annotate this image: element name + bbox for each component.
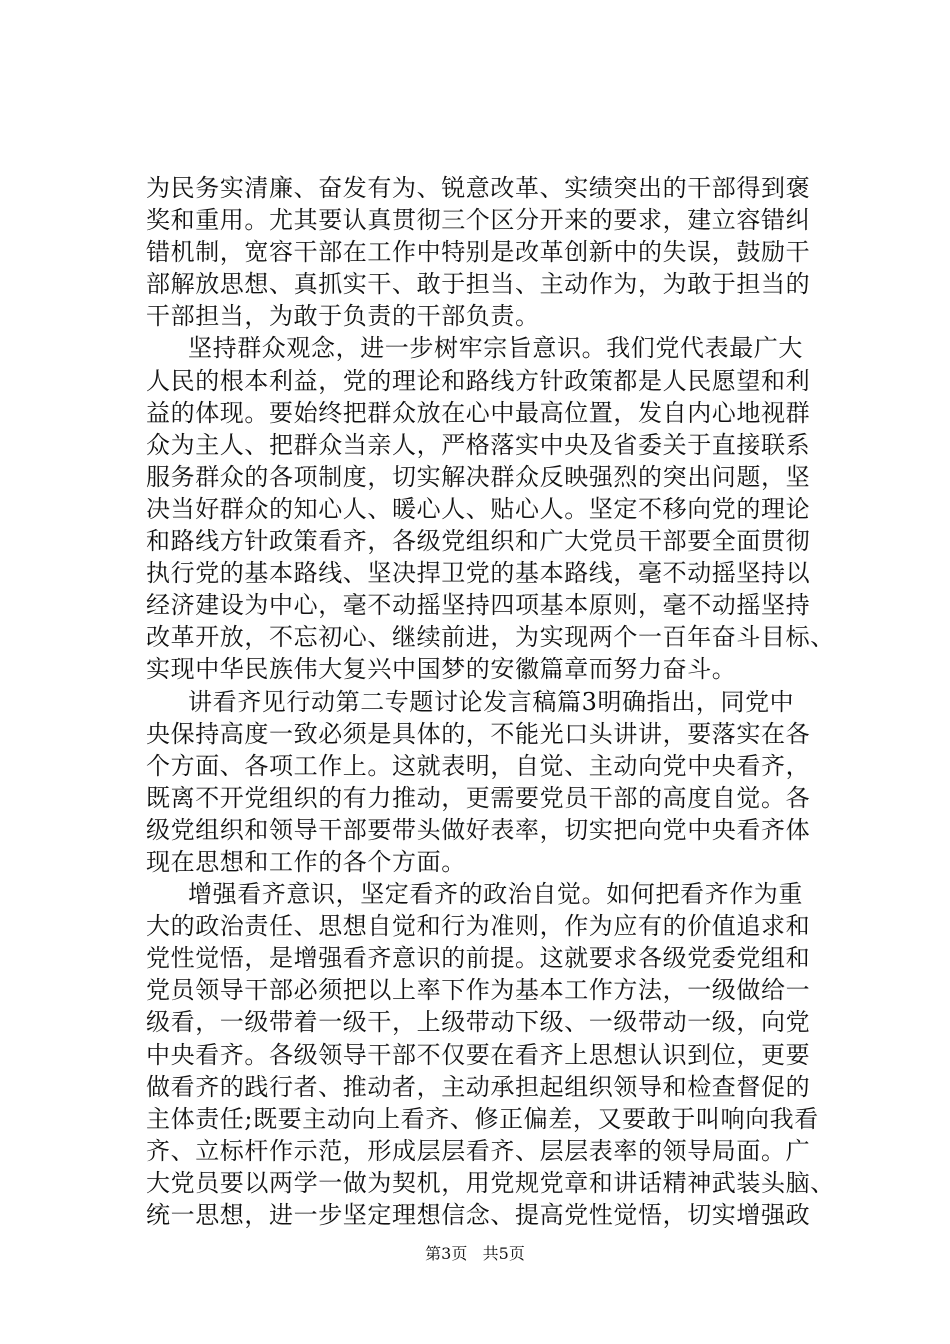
text-line: 众为主人、把群众当亲人，严格落实中央及省委关于直接联系 [146,430,811,459]
text-line: 改革开放，不忘初心、继续前进，为实现两个一百年奋斗目标、 [146,623,835,652]
text-line: 人民的根本利益，党的理论和路线方针政策都是人民愿望和利 [146,366,811,395]
text-line: 益的体现。要始终把群众放在心中最高位置，发自内心地视群 [146,398,811,427]
text-line: 主体责任;既要主动向上看齐、修正偏差，又要敢于叫响向我看 [146,1104,819,1133]
total-pages: 共5页 [482,1244,525,1263]
text-line: 党性觉悟，是增强看齐意识的前提。这就要求各级党委党组和 [146,944,811,973]
paragraph-start-line: 讲看齐见行动第二专题讨论发言稿篇3明确指出，同党中 [188,687,795,716]
text-line: 奖和重用。尤其要认真贯彻三个区分开来的要求，建立容错纠 [146,206,811,235]
text-line: 大的政治责任、思想自觉和行为准则，作为应有的价值追求和 [146,912,811,941]
page-separator [472,1244,477,1263]
text-line: 个方面、各项工作上。这就表明，自觉、主动向党中央看齐， [146,751,811,780]
text-line: 和路线方针政策看齐，各级党组织和广大党员干部要全面贯彻 [146,527,811,556]
text-line: 央保持高度一致必须是具体的，不能光口头讲讲，要落实在各 [146,719,811,748]
document-body [146,172,835,1231]
text-line: 统一思想，进一步坚定理想信念、提高党性觉悟，切实增强政 [146,1201,811,1229]
text-line: 党员领导干部必须把以上率下作为基本工作方法，一级做给一 [146,976,811,1005]
text-line: 级党组织和领导干部要带头做好表率，切实把向党中央看齐体 [146,815,811,844]
text-line: 执行党的基本路线、坚决捍卫党的基本路线，毫不动摇坚持以 [146,559,811,588]
paragraph-start-line: 坚持群众观念，进一步树牢宗旨意识。我们党代表最广大 [188,334,803,363]
text-line: 干部担当，为敢于负责的干部负责。 [146,302,540,331]
text-line: 服务群众的各项制度，切实解决群众反映强烈的突出问题，坚 [146,462,811,491]
paragraph-start-line: 增强看齐意识，坚定看齐的政治自觉。如何把看齐作为重 [188,880,803,909]
text-line: 中央看齐。各级领导干部不仅要在看齐上思想认识到位，更要 [146,1040,811,1069]
text-line: 经济建设为中心，毫不动摇坚持四项基本原则，毫不动摇坚持 [146,591,811,620]
text-line: 决当好群众的知心人、暖心人、贴心人。坚定不移向党的理论 [146,494,811,523]
text-line: 大党员要以两学一做为契机，用党规党章和讲话精神武装头脑、 [146,1168,835,1197]
text-line: 实现中华民族伟大复兴中国梦的安徽篇章而努力奋斗。 [146,655,737,684]
page-number: 第3页 [425,1244,468,1263]
text-line: 做看齐的践行者、推动者，主动承担起组织领导和检查督促的 [146,1072,811,1101]
text-line: 既离不开党组织的有力推动，更需要党员干部的高度自觉。各 [146,783,811,812]
text-line: 现在思想和工作的各个方面。 [146,847,466,876]
text-line: 齐、立标杆作示范，形成层层看齐、层层表率的领导局面。广 [146,1136,811,1165]
text-line: 为民务实清廉、奋发有为、锐意改革、实绩突出的干部得到褒 [146,174,811,202]
text-line: 级看，一级带着一级干，上级带动下级、一级带动一级，向党 [146,1008,811,1037]
page-footer [0,1244,950,1264]
text-line: 错机制，宽容干部在工作中特别是改革创新中的失误，鼓励干 [146,238,811,267]
text-line: 部解放思想、真抓实干、敢于担当、主动作为，为敢于担当的 [146,270,811,299]
